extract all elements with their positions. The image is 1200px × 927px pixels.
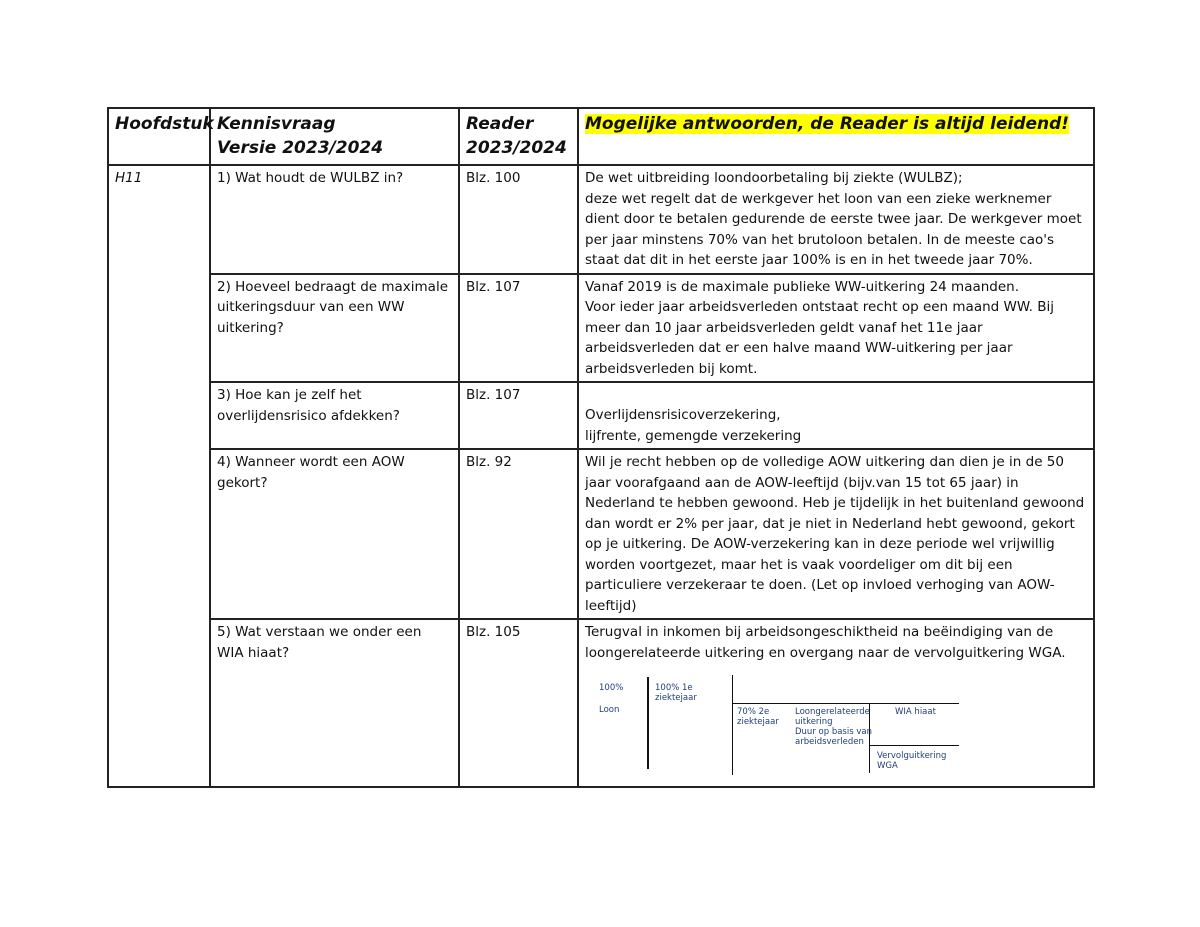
table-row <box>108 165 1094 274</box>
figure-label: Duur op basis van <box>795 727 872 737</box>
knowledge-question-table <box>107 107 1095 788</box>
wia-hiaat-figure <box>587 675 959 783</box>
figure-label: Vervolguitkering <box>877 751 947 761</box>
figure-label: Loongerelateerde <box>795 707 870 717</box>
figure-label: arbeidsverleden <box>795 737 864 747</box>
figure-label: 100% <box>599 683 624 693</box>
answer-cell: Vanaf 2019 is de maximale publieke WW-uitkering 24 maanden. Voor ieder jaar arbeidsverleden ontstaat recht op een maand WW. Bij meer dan 10 jaar arbeidsverleden geldt vanaf het 11e jaar arbeidsverleden dat er een halve maand WW-uitkering per jaar arbeidsverleden bij komt. <box>578 274 1094 383</box>
highlighted-header-text: Mogelijke antwoorden, de Reader is altijd leidend! <box>585 114 1070 134</box>
question-cell: 2) Hoeveel bedraagt de maximale uitkeringsduur van een WW uitkering? <box>210 274 459 383</box>
figure-label: WIA hiaat <box>895 707 936 717</box>
table-header-row <box>108 108 1094 165</box>
answer-cell: Wil je recht hebben op de volledige AOW uitkering dan dien je in de 50 jaar voorafgaand aan de AOW-leeftijd (bijv.van 15 tot 65 jaar) in Nederland te hebben gewoond. Heb je tijdelijk in het buitenland gewoond dan wordt er 2% per jaar, dat je niet in Nederland hebt gewoond, gekort op je uitkering. De AOW-verzekering kan in deze periode wel vrijwillig worden voortgezet, maar het is vaak voordeliger om dit bij een particuliere verzekeraar te doen. (Let op invloed verhoging van AOW-leeftijd) <box>578 449 1094 619</box>
answer-cell <box>578 382 1094 449</box>
figure-label: ziektejaar <box>655 693 697 703</box>
answer-text: Overlijdensrisicoverzekering, lijfrente, gemengde verzekering <box>585 407 802 444</box>
figure-label: WGA <box>877 761 898 771</box>
table-row <box>108 382 1094 449</box>
figure-label: 100% 1e <box>655 683 693 693</box>
page-cell: Blz. 107 <box>459 382 578 449</box>
page-cell: Blz. 105 <box>459 619 578 787</box>
table-row <box>108 619 1094 787</box>
chapter-cell: H11 <box>108 165 210 787</box>
figure-label: Loon <box>599 705 620 715</box>
figure-label: uitkering <box>795 717 833 727</box>
header-question: Kennisvraag Versie 2023/2024 <box>210 108 459 165</box>
page-cell: Blz. 100 <box>459 165 578 274</box>
figure-label: 70% 2e <box>737 707 770 717</box>
header-answers <box>578 108 1094 165</box>
figure-divider <box>732 703 959 704</box>
answer-text: Terugval in inkomen bij arbeidsongeschiktheid na beëindiging van de loongerelateerde uitkering en overgang naar de vervolguitkering WGA. <box>585 624 1066 661</box>
figure-divider <box>869 745 959 746</box>
figure-divider <box>647 677 649 769</box>
table-row <box>108 449 1094 619</box>
header-chapter: Hoofdstuk <box>108 108 210 165</box>
page-cell: Blz. 92 <box>459 449 578 619</box>
page-cell: Blz. 107 <box>459 274 578 383</box>
question-cell: 3) Hoe kan je zelf het overlijdensrisico afdekken? <box>210 382 459 449</box>
answer-cell: De wet uitbreiding loondoorbetaling bij ziekte (WULBZ); deze wet regelt dat de werkgever het loon van een zieke werknemer dient door te betalen gedurende de eerste twee jaar. De werkgever moet per jaar minstens 70% van het brutoloon betalen. In de meeste cao's staat dat dit in het eerste jaar 100% is en in het tweede jaar 70%. <box>578 165 1094 274</box>
figure-divider <box>732 675 733 775</box>
table-row <box>108 274 1094 383</box>
question-cell: 5) Wat verstaan we onder een WIA hiaat? <box>210 619 459 787</box>
figure-label: ziektejaar <box>737 717 779 727</box>
answer-cell <box>578 619 1094 787</box>
header-reader: Reader 2023/2024 <box>459 108 578 165</box>
question-cell: 1) Wat houdt de WULBZ in? <box>210 165 459 274</box>
question-cell: 4) Wanneer wordt een AOW gekort? <box>210 449 459 619</box>
